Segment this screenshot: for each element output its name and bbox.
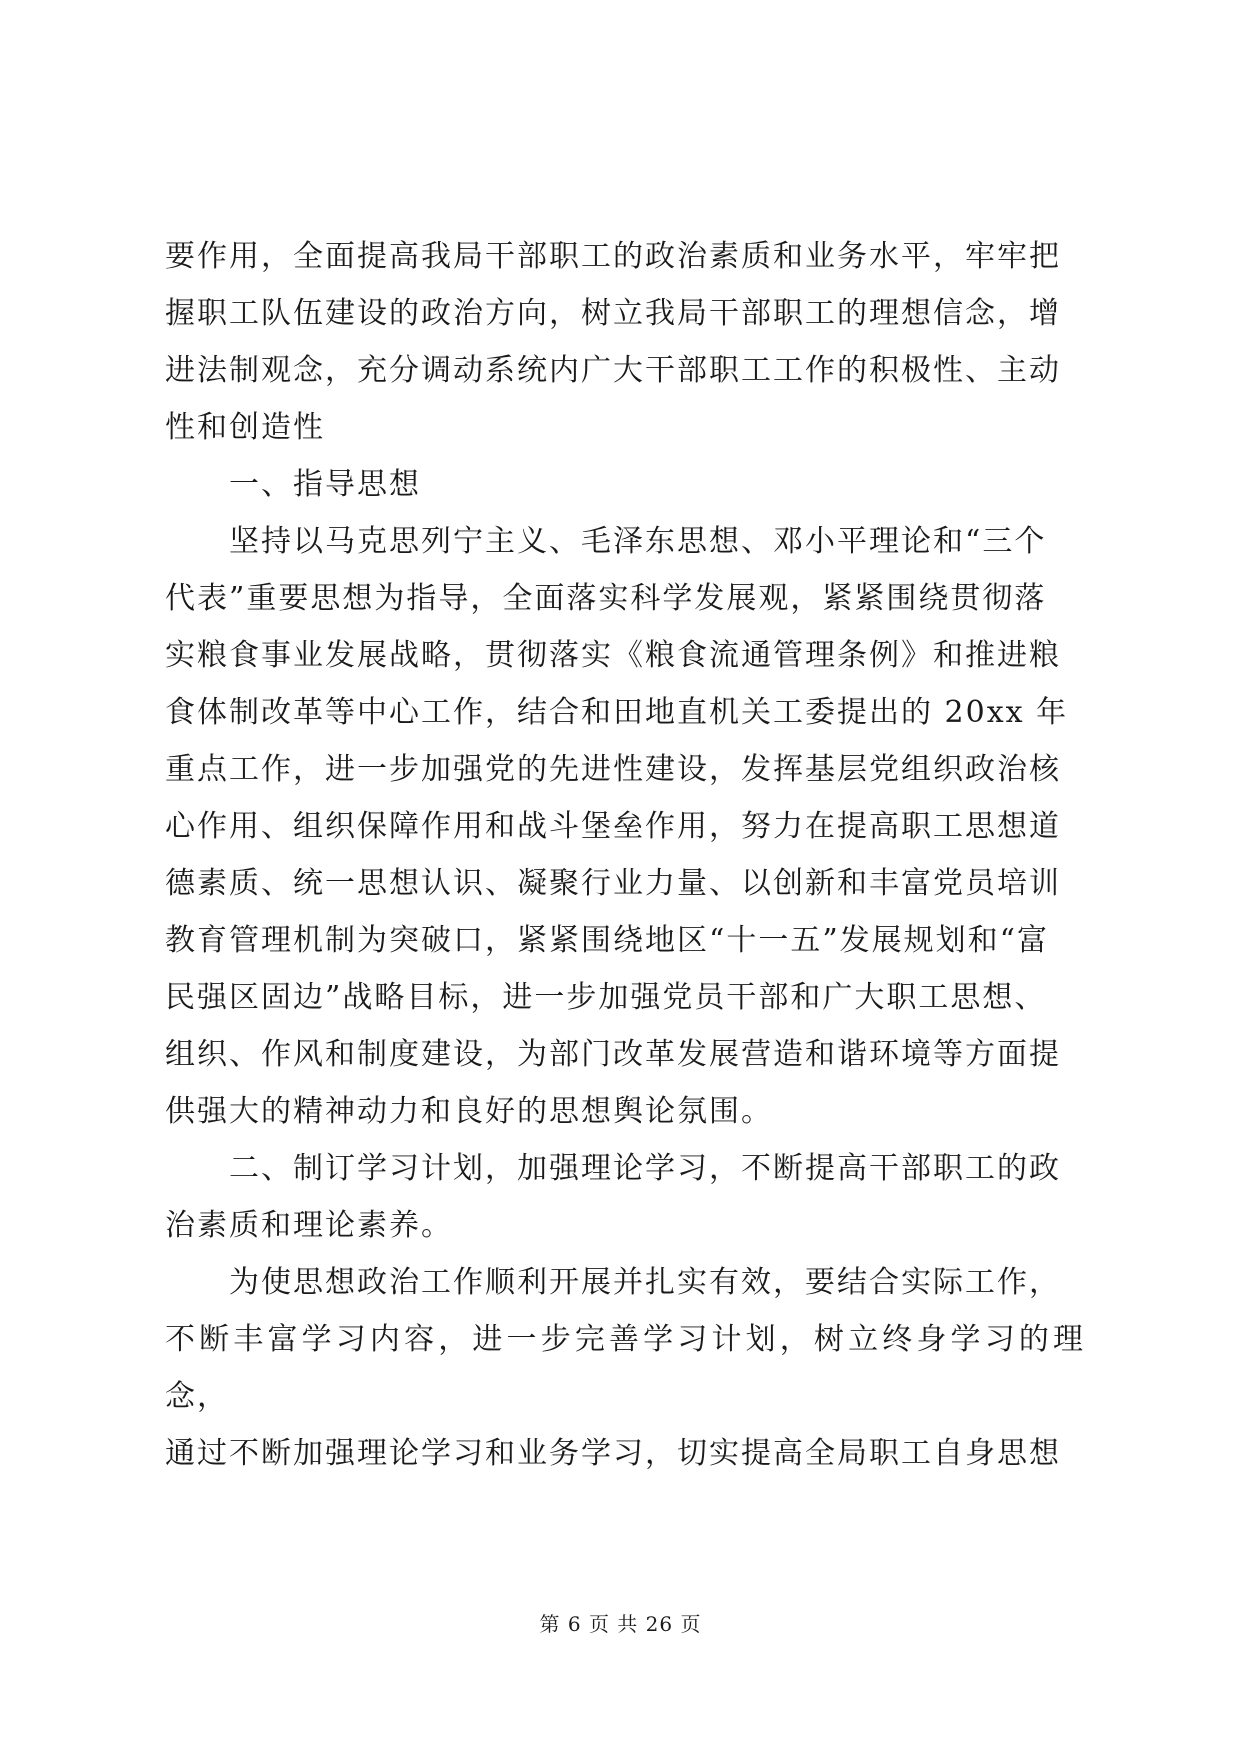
text-line: 性和创造性: [165, 410, 325, 445]
text-line: 进法制观念，充分调动系统内广大干部职工工作的积极性、主动: [165, 353, 1061, 388]
text-line: 实粮食事业发展战略，贯彻落实《粮食流通管理条例》和推进粮: [165, 638, 1061, 673]
paragraph-guiding-ideology: [165, 513, 1085, 1140]
text-line: 坚持以马克思列宁主义、毛泽东思想、邓小平理论和“三个: [229, 524, 1047, 559]
text-line: 民强区固边”战略目标，进一步加强党员干部和广大职工思想、: [165, 980, 1047, 1015]
text-line: 食体制改革等中心工作，结合和田地直机关工委提出的 20xx 年: [165, 695, 1069, 730]
text-line: 二、制订学习计划，加强理论学习，不断提高干部职工的政: [229, 1151, 1061, 1186]
page-number: 第 6 页 共 26 页: [539, 1612, 702, 1636]
text-line: 重点工作，进一步加强党的先进性建设，发挥基层党组织政治核: [165, 752, 1061, 787]
text-line: 通过不断加强理论学习和业务学习，切实提高全局职工自身思想: [165, 1436, 1061, 1471]
text-line: 德素质、统一思想认识、凝聚行业力量、以创新和丰富党员培训: [165, 866, 1061, 901]
text-line: 心作用、组织保障作用和战斗堡垒作用，努力在提高职工思想道: [165, 809, 1061, 844]
heading-text: 一、指导思想: [229, 467, 421, 502]
document-body: [165, 228, 1085, 1482]
page-footer: [0, 1608, 1241, 1637]
paragraph-continuation: [165, 228, 1085, 456]
section-heading-study-plan: [165, 1140, 1085, 1254]
section-heading-guiding-ideology: [165, 456, 1085, 513]
paragraph-study-plan: [165, 1254, 1085, 1482]
text-line: 握职工队伍建设的政治方向，树立我局干部职工的理想信念，增: [165, 296, 1061, 331]
text-line: 供强大的精神动力和良好的思想舆论氛围。: [165, 1094, 773, 1129]
text-line: 不断丰富学习内容，进一步完善学习计划，树立终身学习的理念，: [165, 1322, 1085, 1414]
text-line: 要作用，全面提高我局干部职工的政治素质和业务水平，牢牢把: [165, 239, 1061, 274]
text-line: 代表”重要思想为指导，全面落实科学发展观，紧紧围绕贯彻落: [165, 581, 1047, 616]
text-line: 治素质和理论素养。: [165, 1208, 453, 1243]
text-line: 为使思想政治工作顺利开展并扎实有效，要结合实际工作，: [229, 1265, 1061, 1300]
text-line: 教育管理机制为突破口，紧紧围绕地区“十一五”发展规划和“富: [165, 923, 1050, 958]
text-line: 组织、作风和制度建设，为部门改革发展营造和谐环境等方面提: [165, 1037, 1061, 1072]
